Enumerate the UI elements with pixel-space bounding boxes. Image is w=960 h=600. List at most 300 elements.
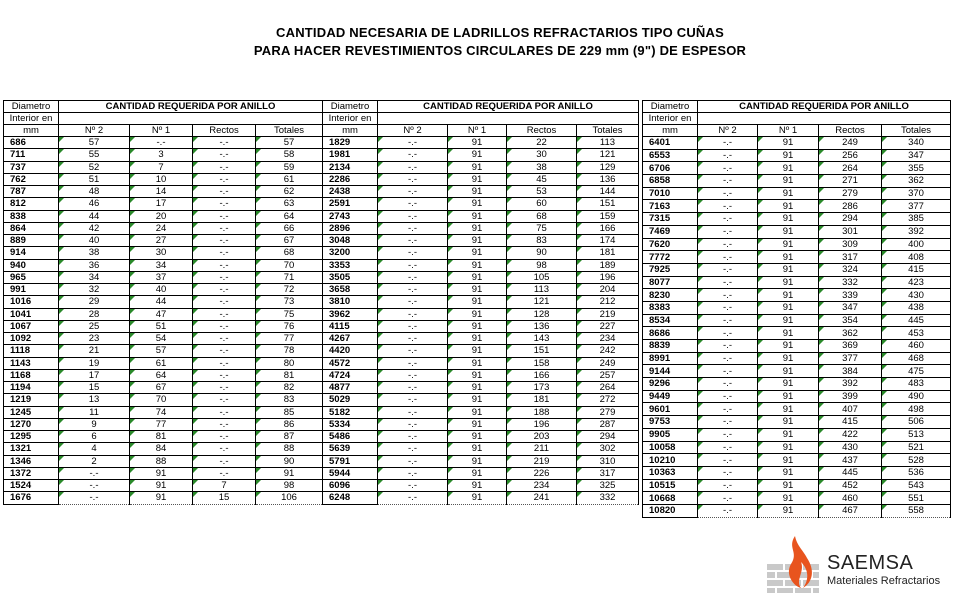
cell-n1: 44	[130, 296, 193, 308]
cell-n2: -.-	[378, 210, 448, 222]
cell-n1: 91	[130, 480, 193, 492]
cell-n2: -.-	[698, 187, 758, 200]
cell-rectos: 377	[819, 352, 882, 365]
cell-n2: -.-	[378, 382, 448, 394]
cell-diametro: 7010	[643, 187, 698, 200]
cell-n2: 2	[59, 455, 130, 467]
cell-n2: -.-	[698, 251, 758, 264]
cell-diametro: 1118	[4, 345, 59, 357]
cell-n2: -.-	[698, 416, 758, 429]
cell-totales: 204	[577, 284, 639, 296]
cell-n1: 91	[448, 443, 507, 455]
cell-n1: -.-	[130, 137, 193, 149]
cell-totales: 370	[882, 187, 951, 200]
cell-n1: 91	[758, 365, 819, 378]
table-row	[643, 213, 951, 226]
cell-n2: -.-	[59, 480, 130, 492]
cell-rectos: -.-	[193, 418, 256, 430]
cell-n1: 20	[130, 210, 193, 222]
cell-rectos: 301	[819, 225, 882, 238]
table-row	[4, 382, 323, 394]
cell-diametro: 8383	[643, 301, 698, 314]
cell-rectos: 249	[819, 137, 882, 150]
cell-totales: 528	[882, 454, 951, 467]
cell-totales: 88	[256, 443, 323, 455]
table-row	[4, 210, 323, 222]
header-totales: Totales	[882, 125, 951, 137]
cell-n2: 29	[59, 296, 130, 308]
cell-rectos: -.-	[193, 320, 256, 332]
table-row	[4, 259, 323, 271]
cell-diametro: 4877	[323, 382, 378, 394]
cell-n1: 3	[130, 149, 193, 161]
table-row	[323, 480, 639, 492]
cell-n2: 40	[59, 235, 130, 247]
cell-totales: 144	[577, 186, 639, 198]
table-row	[4, 431, 323, 443]
cell-totales: 521	[882, 441, 951, 454]
brick-table-2	[322, 100, 639, 505]
table-row	[323, 443, 639, 455]
table-row	[643, 441, 951, 454]
cell-totales: 536	[882, 466, 951, 479]
cell-n1: 91	[758, 352, 819, 365]
cell-n1: 70	[130, 394, 193, 406]
table-row	[643, 137, 951, 150]
cell-totales: 453	[882, 327, 951, 340]
cell-diametro: 4267	[323, 333, 378, 345]
cell-rectos: 121	[507, 296, 577, 308]
cell-n1: 91	[448, 394, 507, 406]
header-cantidad-requerida: CANTIDAD REQUERIDA POR ANILLO	[698, 101, 951, 113]
cell-n2: 32	[59, 284, 130, 296]
cell-n2: 28	[59, 308, 130, 320]
cell-totales: 67	[256, 235, 323, 247]
cell-n1: 91	[758, 137, 819, 150]
table-row	[4, 357, 323, 369]
cell-n1: 91	[758, 479, 819, 492]
table-row	[643, 378, 951, 391]
table-row	[323, 235, 639, 247]
cell-diametro: 6706	[643, 162, 698, 175]
cell-diametro: 5029	[323, 394, 378, 406]
cell-totales: 430	[882, 289, 951, 302]
cell-diametro: 9144	[643, 365, 698, 378]
logo-name: SAEMSA	[827, 552, 914, 574]
cell-n2: 44	[59, 210, 130, 222]
cell-diametro: 3353	[323, 259, 378, 271]
cell-rectos: -.-	[193, 455, 256, 467]
cell-diametro: 9753	[643, 416, 698, 429]
cell-totales: 340	[882, 137, 951, 150]
table-row	[4, 149, 323, 161]
cell-n1: 27	[130, 235, 193, 247]
cell-n1: 67	[130, 382, 193, 394]
cell-diametro: 762	[4, 173, 59, 185]
cell-rectos: 53	[507, 186, 577, 198]
table-row	[323, 394, 639, 406]
cell-n2: 38	[59, 247, 130, 259]
cell-n2: -.-	[698, 492, 758, 505]
cell-n1: 64	[130, 369, 193, 381]
cell-diametro: 686	[4, 137, 59, 149]
cell-totales: 355	[882, 162, 951, 175]
cell-rectos: 294	[819, 213, 882, 226]
cell-totales: 272	[577, 394, 639, 406]
cell-diametro: 1143	[4, 357, 59, 369]
cell-n2: -.-	[378, 149, 448, 161]
header-mm: mm	[4, 125, 59, 137]
cell-n1: 30	[130, 247, 193, 259]
cell-diametro: 6248	[323, 492, 378, 504]
cell-totales: 81	[256, 369, 323, 381]
cell-rectos: 158	[507, 357, 577, 369]
cell-n1: 91	[448, 137, 507, 149]
cell-diametro: 4724	[323, 369, 378, 381]
cell-n2: -.-	[698, 390, 758, 403]
cell-rectos: 136	[507, 320, 577, 332]
cell-rectos: 317	[819, 251, 882, 264]
table-row	[643, 492, 951, 505]
cell-n1: 91	[448, 186, 507, 198]
cell-n1: 74	[130, 406, 193, 418]
cell-n2: -.-	[378, 161, 448, 173]
table-row	[323, 320, 639, 332]
cell-rectos: 256	[819, 149, 882, 162]
cell-n2: 34	[59, 271, 130, 283]
cell-diametro: 1092	[4, 333, 59, 345]
cell-totales: 83	[256, 394, 323, 406]
cell-n1: 91	[758, 314, 819, 327]
table-row	[643, 175, 951, 188]
cell-totales: 347	[882, 149, 951, 162]
cell-diametro: 10363	[643, 466, 698, 479]
cell-n1: 91	[758, 327, 819, 340]
cell-n2: 46	[59, 198, 130, 210]
cell-diametro: 4115	[323, 320, 378, 332]
cell-n1: 91	[448, 492, 507, 504]
cell-totales: 332	[577, 492, 639, 504]
cell-diametro: 5639	[323, 443, 378, 455]
cell-totales: 377	[882, 200, 951, 213]
table-row	[643, 327, 951, 340]
cell-diametro: 3048	[323, 235, 378, 247]
cell-n1: 91	[448, 333, 507, 345]
table-row	[643, 428, 951, 441]
table-row	[4, 161, 323, 173]
cell-totales: 506	[882, 416, 951, 429]
table-row	[323, 247, 639, 259]
cell-rectos: -.-	[193, 443, 256, 455]
table-row	[323, 492, 639, 504]
cell-totales: 212	[577, 296, 639, 308]
table-row	[643, 479, 951, 492]
cell-n2: -.-	[378, 394, 448, 406]
cell-rectos: -.-	[193, 235, 256, 247]
cell-n1: 91	[448, 467, 507, 479]
cell-rectos: 271	[819, 175, 882, 188]
cell-n1: 37	[130, 271, 193, 283]
table-row	[643, 352, 951, 365]
cell-diametro: 3200	[323, 247, 378, 259]
cell-totales: 80	[256, 357, 323, 369]
cell-diametro: 3810	[323, 296, 378, 308]
table-row	[323, 345, 639, 357]
cell-n2: 6	[59, 431, 130, 443]
title-line-2: PARA HACER REVESTIMIENTOS CIRCULARES DE 229 mm (9") DE ESPESOR	[253, 43, 747, 58]
cell-n1: 91	[448, 161, 507, 173]
table-row	[4, 443, 323, 455]
cell-n1: 81	[130, 431, 193, 443]
cell-n1: 91	[448, 173, 507, 185]
cell-n1: 91	[448, 382, 507, 394]
cell-n1: 77	[130, 418, 193, 430]
cell-n2: 57	[59, 137, 130, 149]
cell-n1: 91	[758, 340, 819, 353]
table-row	[4, 418, 323, 430]
table-row	[643, 263, 951, 276]
cell-n1: 91	[758, 416, 819, 429]
header-blank	[59, 113, 323, 125]
cell-n2: -.-	[698, 175, 758, 188]
cell-rectos: 203	[507, 431, 577, 443]
cell-diametro: 940	[4, 259, 59, 271]
cell-rectos: 143	[507, 333, 577, 345]
header-diametro: Diametro	[323, 101, 378, 113]
cell-diametro: 965	[4, 271, 59, 283]
header-n2: Nº 2	[59, 125, 130, 137]
cell-n2: -.-	[698, 327, 758, 340]
cell-n2: -.-	[698, 454, 758, 467]
cell-n2: 42	[59, 222, 130, 234]
logo-subtitle: Materiales Refractarios	[827, 575, 941, 587]
cell-n2: -.-	[698, 301, 758, 314]
cell-totales: 392	[882, 225, 951, 238]
table-row	[323, 431, 639, 443]
cell-n2: -.-	[378, 173, 448, 185]
cell-totales: 90	[256, 455, 323, 467]
cell-rectos: 45	[507, 173, 577, 185]
table-row	[643, 149, 951, 162]
cell-totales: 189	[577, 259, 639, 271]
cell-rectos: 362	[819, 327, 882, 340]
cell-rectos: -.-	[193, 382, 256, 394]
cell-totales: 445	[882, 314, 951, 327]
cell-n1: 84	[130, 443, 193, 455]
cell-rectos: -.-	[193, 369, 256, 381]
table-row	[323, 222, 639, 234]
cell-n2: -.-	[378, 492, 448, 504]
cell-n2: 36	[59, 259, 130, 271]
cell-totales: 227	[577, 320, 639, 332]
cell-n1: 91	[758, 428, 819, 441]
cell-rectos: -.-	[193, 161, 256, 173]
header-cantidad-requerida: CANTIDAD REQUERIDA POR ANILLO	[59, 101, 323, 113]
table-row	[323, 259, 639, 271]
cell-n2: 9	[59, 418, 130, 430]
cell-n1: 91	[448, 480, 507, 492]
cell-n2: -.-	[378, 345, 448, 357]
cell-n1: 91	[448, 259, 507, 271]
header-rectos: Rectos	[193, 125, 256, 137]
cell-rectos: 279	[819, 187, 882, 200]
table-row	[643, 365, 951, 378]
cell-rectos: -.-	[193, 271, 256, 283]
header-totales: Totales	[577, 125, 639, 137]
table-row	[643, 276, 951, 289]
cell-diametro: 2438	[323, 186, 378, 198]
cell-totales: 438	[882, 301, 951, 314]
cell-n1: 91	[758, 187, 819, 200]
cell-rectos: 166	[507, 369, 577, 381]
cell-diametro: 7620	[643, 238, 698, 251]
cell-n2: -.-	[698, 238, 758, 251]
cell-n2: -.-	[698, 466, 758, 479]
cell-rectos: 30	[507, 149, 577, 161]
cell-totales: 87	[256, 431, 323, 443]
cell-n1: 91	[448, 284, 507, 296]
cell-n2: -.-	[698, 340, 758, 353]
cell-rectos: 437	[819, 454, 882, 467]
table-row	[323, 382, 639, 394]
table-row	[643, 454, 951, 467]
cell-diametro: 8230	[643, 289, 698, 302]
table-row	[323, 271, 639, 283]
cell-diametro: 5334	[323, 418, 378, 430]
cell-rectos: 399	[819, 390, 882, 403]
header-mm: mm	[643, 125, 698, 137]
cell-totales: 257	[577, 369, 639, 381]
header-n2: Nº 2	[698, 125, 758, 137]
header-interior-en: Interior en	[323, 113, 378, 125]
cell-totales: 121	[577, 149, 639, 161]
cell-rectos: -.-	[193, 357, 256, 369]
cell-rectos: -.-	[193, 284, 256, 296]
cell-n2: -.-	[378, 431, 448, 443]
cell-rectos: 332	[819, 276, 882, 289]
cell-diametro: 6401	[643, 137, 698, 150]
table-row	[4, 235, 323, 247]
cell-totales: 317	[577, 467, 639, 479]
cell-diametro: 4572	[323, 357, 378, 369]
cell-totales: 385	[882, 213, 951, 226]
cell-n1: 91	[758, 466, 819, 479]
cell-totales: 136	[577, 173, 639, 185]
cell-n1: 91	[758, 454, 819, 467]
cell-rectos: 151	[507, 345, 577, 357]
cell-totales: 57	[256, 137, 323, 149]
cell-totales: 78	[256, 345, 323, 357]
cell-n1: 91	[758, 289, 819, 302]
cell-rectos: -.-	[193, 431, 256, 443]
cell-n2: 51	[59, 173, 130, 185]
cell-n2: 19	[59, 357, 130, 369]
cell-diametro: 7772	[643, 251, 698, 264]
cell-diametro: 7469	[643, 225, 698, 238]
cell-n1: 10	[130, 173, 193, 185]
cell-totales: 73	[256, 296, 323, 308]
cell-n1: 91	[758, 238, 819, 251]
table-row	[643, 301, 951, 314]
cell-diametro: 1829	[323, 137, 378, 149]
table-row	[4, 455, 323, 467]
cell-totales: 483	[882, 378, 951, 391]
cell-n2: -.-	[378, 333, 448, 345]
cell-n2: -.-	[59, 467, 130, 479]
table-row	[4, 137, 323, 149]
cell-rectos: 90	[507, 247, 577, 259]
cell-totales: 174	[577, 235, 639, 247]
table-row	[4, 492, 323, 504]
cell-n1: 91	[448, 431, 507, 443]
cell-rectos: 68	[507, 210, 577, 222]
cell-rectos: 38	[507, 161, 577, 173]
cell-totales: 325	[577, 480, 639, 492]
cell-n2: 48	[59, 186, 130, 198]
cell-rectos: -.-	[193, 333, 256, 345]
cell-totales: 408	[882, 251, 951, 264]
cell-n2: -.-	[698, 276, 758, 289]
table-row	[323, 296, 639, 308]
cell-totales: 64	[256, 210, 323, 222]
brick-table-3	[642, 100, 951, 518]
cell-diametro: 1168	[4, 369, 59, 381]
cell-diametro: 5182	[323, 406, 378, 418]
cell-rectos: 384	[819, 365, 882, 378]
table-row	[4, 284, 323, 296]
table-row	[643, 466, 951, 479]
table-row	[4, 394, 323, 406]
cell-rectos: 445	[819, 466, 882, 479]
cell-rectos: 226	[507, 467, 577, 479]
cell-n2: -.-	[698, 365, 758, 378]
cell-n2: -.-	[378, 284, 448, 296]
table-row	[323, 333, 639, 345]
cell-diametro: 5944	[323, 467, 378, 479]
cell-n1: 91	[448, 247, 507, 259]
cell-diametro: 3658	[323, 284, 378, 296]
table-row	[643, 225, 951, 238]
cell-diametro: 737	[4, 161, 59, 173]
cell-totales: 151	[577, 198, 639, 210]
cell-n2: -.-	[698, 403, 758, 416]
table-row	[4, 333, 323, 345]
cell-n1: 91	[448, 235, 507, 247]
cell-n2: 17	[59, 369, 130, 381]
table-row	[4, 320, 323, 332]
cell-totales: 415	[882, 263, 951, 276]
cell-diametro: 1676	[4, 492, 59, 504]
cell-n1: 34	[130, 259, 193, 271]
table-row	[643, 162, 951, 175]
cell-n1: 91	[758, 301, 819, 314]
cell-rectos: 211	[507, 443, 577, 455]
table-row	[4, 345, 323, 357]
cell-n2: -.-	[378, 320, 448, 332]
table-row	[323, 210, 639, 222]
table-row	[643, 416, 951, 429]
table-row	[643, 289, 951, 302]
cell-n1: 91	[758, 276, 819, 289]
flame-brick-icon	[765, 534, 825, 594]
cell-totales: 362	[882, 175, 951, 188]
cell-totales: 62	[256, 186, 323, 198]
cell-n2: -.-	[378, 369, 448, 381]
cell-diametro: 8686	[643, 327, 698, 340]
table-row	[4, 186, 323, 198]
cell-rectos: 83	[507, 235, 577, 247]
cell-rectos: 234	[507, 480, 577, 492]
